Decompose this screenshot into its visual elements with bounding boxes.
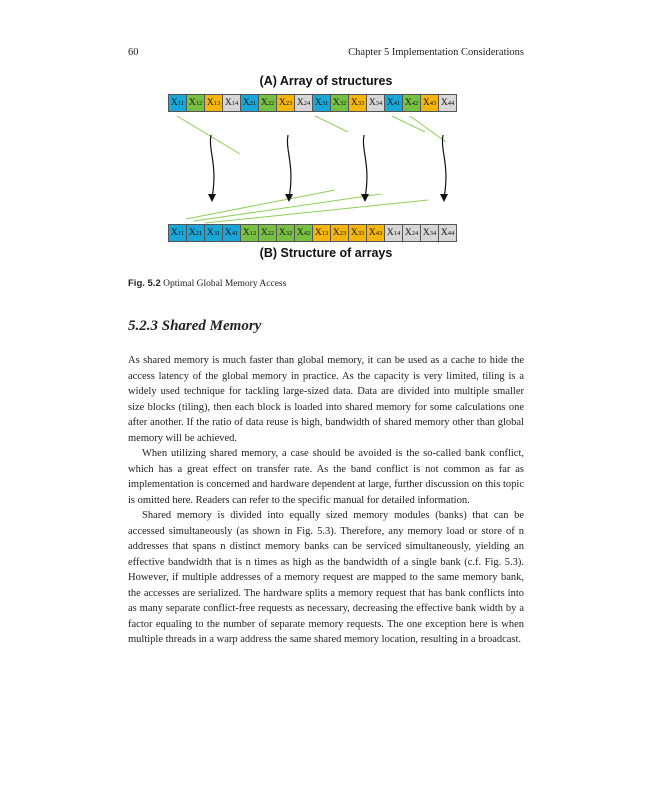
arrow <box>442 135 446 198</box>
connector-line <box>392 116 425 132</box>
array-cell: X 34 <box>366 94 385 112</box>
array-cell: X 21 <box>186 224 205 242</box>
array-cell: X 23 <box>276 94 295 112</box>
figure-title-bottom: (B) Structure of arrays <box>259 246 393 260</box>
array-cell: X 31 <box>204 224 223 242</box>
body-text <box>128 353 524 648</box>
array-cell: X 12 <box>186 94 205 112</box>
array-cell: X 42 <box>402 94 421 112</box>
arrow <box>287 135 291 198</box>
caption-label: Fig. 5.2 <box>128 278 161 289</box>
arrowhead <box>208 194 216 202</box>
figure-5-2 <box>128 70 524 265</box>
array-cell: X 32 <box>330 94 349 112</box>
array-cell: X 24 <box>294 94 313 112</box>
page-header <box>128 44 524 60</box>
array-cell: X 11 <box>168 224 187 242</box>
connector-line <box>177 116 240 154</box>
array-cell: X 23 <box>330 224 349 242</box>
section-heading: 5.2.3 Shared Memory <box>128 318 262 334</box>
figure-title-top: (A) Array of structures <box>259 74 393 88</box>
array-cell: X 31 <box>312 94 331 112</box>
array-cell: X 13 <box>312 224 331 242</box>
array-cell: X 43 <box>366 224 385 242</box>
page-number: 60 <box>128 46 139 58</box>
caption-text: Optimal Global Memory Access <box>163 279 287 289</box>
array-cell: X 32 <box>276 224 295 242</box>
paragraph: Shared memory is divided into equally sized memory modules (banks) that can be accessed simultaneously (as shown in Fig. 5.3). Therefore, any memory load or store of n addresses that spans n distinct memory banks can be serviced simultaneously, yielding an effective bandwidth that is n times as high as the bandwidth of a single bank (c.f. Fig. 5.3). However, if multiple addresses of a memory request are mapped to the same memory bank, the accesses are serialized. The hardware splits a memory request that has bank conflicts into as many separate conflict-free requests as necessary, decreasing the effective bank width by a factor equaling to the number of separate memory requests. The one exception here is when multiple threads in a warp address the same shared memory location, resulting in a broadcast. <box>128 510 524 645</box>
arrowhead <box>440 194 448 202</box>
array-cell: X 42 <box>294 224 313 242</box>
array-cell: X 13 <box>204 94 223 112</box>
array-cell: X 24 <box>402 224 421 242</box>
arrowhead <box>361 194 369 202</box>
array-cell: X 14 <box>384 224 403 242</box>
paragraph: When utilizing shared memory, a case should be avoided is the so-called bank conflict, which has a great effect on transfer rate. As the band conflict is not common as far as implementation is concerned and hardware dependent at large, further discussion on this topic is omitted here. Readers can refer to the specific manual for detailed information. <box>128 448 524 506</box>
array-of-structures-row <box>168 94 456 112</box>
connector-line <box>410 116 446 142</box>
paragraph: As shared memory is much faster than global memory, it can be used as a cache to hide the access latency of the global memory in practice. As the capacity is very limited, tiling is a widely used technique for tackling large-sized data. Data are divided into multiple smaller size blocks (tiling), then each block is loaded into shared memory for some calculations one after another. If the ratio of data reuse is high, bandwidth of shared memory other than global memory will be achieved. <box>128 355 524 444</box>
array-cell: X 21 <box>240 94 259 112</box>
array-cell: X 44 <box>438 224 457 242</box>
array-cell: X 22 <box>258 94 277 112</box>
array-cell: X 33 <box>348 94 367 112</box>
structure-of-arrays-row <box>168 224 456 242</box>
array-cell: X 14 <box>222 94 241 112</box>
running-title: Chapter 5 Implementation Considerations <box>348 46 524 58</box>
figure-caption <box>128 278 286 289</box>
array-cell: X 22 <box>258 224 277 242</box>
array-cell: X 12 <box>240 224 259 242</box>
array-cell: X 33 <box>348 224 367 242</box>
array-cell: X 34 <box>420 224 439 242</box>
array-cell: X 11 <box>168 94 187 112</box>
array-cell: X 44 <box>438 94 457 112</box>
array-cell: X 41 <box>384 94 403 112</box>
array-cell: X 41 <box>222 224 241 242</box>
arrow <box>363 135 367 198</box>
array-cell: X 43 <box>420 94 439 112</box>
arrow <box>210 135 214 198</box>
connector-line <box>315 116 348 132</box>
